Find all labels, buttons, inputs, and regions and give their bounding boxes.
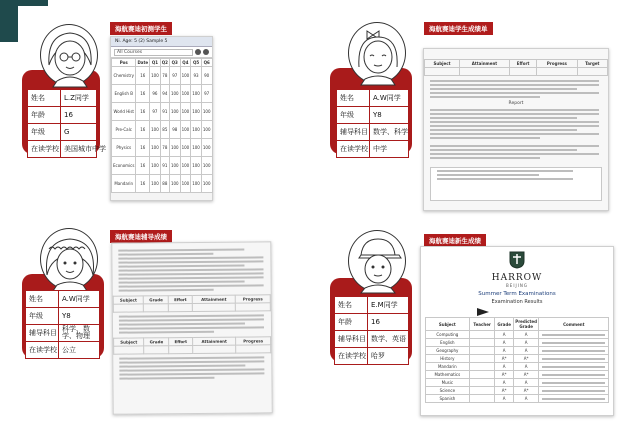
exam-title: Summer Term Examinations bbox=[478, 291, 556, 297]
subject: Geography bbox=[425, 347, 469, 355]
info-row-school bbox=[26, 342, 100, 359]
info-row-grade bbox=[337, 107, 409, 124]
cell: 100 bbox=[191, 103, 202, 121]
grades-header: Date bbox=[137, 60, 149, 65]
cell: 98 bbox=[169, 121, 180, 139]
cell: 97 bbox=[150, 103, 161, 121]
cell: 100 bbox=[191, 121, 202, 139]
grades-header: Q4 bbox=[180, 59, 191, 67]
cell: Physics bbox=[112, 139, 136, 157]
info-row-subjects bbox=[26, 325, 100, 342]
table-row bbox=[425, 363, 608, 371]
cell: 100 bbox=[150, 175, 161, 193]
cell: 91 bbox=[160, 103, 169, 121]
student-avatar bbox=[40, 228, 98, 290]
grade: A bbox=[495, 331, 513, 339]
grade: A* bbox=[495, 387, 513, 395]
info-row-grade bbox=[26, 308, 100, 325]
info-key: 姓名 bbox=[26, 291, 59, 308]
exam-results-scan bbox=[420, 246, 614, 416]
student-avatar bbox=[40, 24, 98, 86]
exam-results-table bbox=[425, 317, 609, 403]
predicted-grade: A bbox=[513, 379, 539, 387]
report-header: Effort bbox=[509, 60, 536, 68]
grade-report-screenshot bbox=[110, 36, 213, 201]
cell: 97 bbox=[169, 67, 180, 85]
info-key: 年级 bbox=[26, 308, 59, 325]
exam-header: Subject bbox=[425, 318, 469, 331]
exam-header: Grade bbox=[495, 318, 513, 331]
student-info-table bbox=[334, 296, 409, 365]
table-row bbox=[425, 347, 608, 355]
subject: Science bbox=[425, 387, 469, 395]
report-summary-table bbox=[424, 59, 608, 76]
school-report-scan bbox=[111, 241, 272, 414]
table-row bbox=[112, 85, 213, 103]
subject: Mandarin bbox=[425, 363, 469, 371]
exam-header-row bbox=[425, 318, 608, 331]
report-comment-text bbox=[424, 145, 608, 159]
subject: Computing bbox=[425, 331, 469, 339]
cell: 100 bbox=[180, 175, 191, 193]
info-row-name bbox=[337, 90, 409, 107]
info-value: 中学 bbox=[370, 141, 409, 158]
report-signature-box bbox=[430, 167, 602, 201]
info-key: 姓名 bbox=[28, 90, 61, 107]
cell: 93 bbox=[191, 67, 202, 85]
report-header: Effort bbox=[169, 337, 193, 345]
info-value: Y8 bbox=[370, 107, 409, 124]
cell: 100 bbox=[169, 85, 180, 103]
student-info-table bbox=[25, 290, 100, 359]
report-header: Subject bbox=[113, 296, 143, 304]
student-info-table bbox=[336, 89, 409, 158]
grades-header: Pos bbox=[112, 59, 136, 67]
info-row-name bbox=[28, 90, 97, 107]
info-row-age bbox=[28, 107, 97, 124]
cell: 100 bbox=[201, 139, 212, 157]
grade: A* bbox=[495, 371, 513, 379]
info-key: 辅导科目 bbox=[335, 331, 368, 348]
progress-marker bbox=[421, 305, 613, 317]
cell: 16 bbox=[136, 139, 150, 157]
cell: 90 bbox=[201, 67, 212, 85]
grades-header: Q6 bbox=[201, 59, 212, 67]
info-value: G bbox=[61, 124, 97, 141]
report-header: Subject bbox=[425, 60, 460, 68]
exam-header: Teacher bbox=[469, 318, 495, 331]
cell: 100 bbox=[180, 85, 191, 103]
table-row bbox=[425, 371, 608, 379]
info-value: 数学、英语 bbox=[368, 331, 409, 348]
cell: 94 bbox=[160, 85, 169, 103]
table-row bbox=[425, 395, 608, 403]
table-row bbox=[425, 355, 608, 363]
info-row-subjects bbox=[335, 331, 409, 348]
cell: 100 bbox=[150, 67, 161, 85]
corner-decoration bbox=[0, 0, 18, 42]
predicted-grade: A bbox=[513, 331, 539, 339]
cell: 100 bbox=[150, 157, 161, 175]
info-key: 在读学校 bbox=[26, 342, 59, 359]
cell: 100 bbox=[201, 175, 212, 193]
info-row-name bbox=[335, 297, 409, 314]
subject: English bbox=[425, 339, 469, 347]
report-header: Attainment bbox=[193, 337, 236, 345]
grade: A bbox=[495, 363, 513, 371]
report-header-row bbox=[425, 60, 608, 68]
predicted-grade: A* bbox=[513, 355, 539, 363]
student-avatar bbox=[348, 22, 406, 84]
cell: 97 bbox=[201, 85, 212, 103]
table-row bbox=[425, 68, 608, 76]
grades-header: Q3 bbox=[169, 59, 180, 67]
predicted-grade: A* bbox=[513, 371, 539, 379]
info-row-name bbox=[26, 291, 100, 308]
info-value: 16 bbox=[368, 314, 409, 331]
grades-header: Q2 bbox=[161, 60, 168, 65]
info-key: 在读学校 bbox=[335, 348, 368, 365]
predicted-grade: A bbox=[513, 339, 539, 347]
info-key: 姓名 bbox=[335, 297, 368, 314]
report-header: Attainment bbox=[460, 60, 510, 68]
table-row bbox=[112, 67, 213, 85]
cell: 78 bbox=[160, 139, 169, 157]
cell: World Hist bbox=[112, 103, 136, 121]
cell: 100 bbox=[191, 85, 202, 103]
table-row bbox=[112, 157, 213, 175]
cell: 100 bbox=[180, 139, 191, 157]
predicted-grade: A* bbox=[513, 387, 539, 395]
grades-header: Q5 bbox=[191, 59, 202, 67]
cell: 100 bbox=[169, 157, 180, 175]
cell: 100 bbox=[169, 175, 180, 193]
subject: Spanish bbox=[425, 395, 469, 403]
table-row bbox=[112, 175, 213, 193]
arrow-right-icon bbox=[477, 308, 489, 316]
cell: 100 bbox=[180, 103, 191, 121]
cell: 100 bbox=[191, 175, 202, 193]
report-header: Effort bbox=[169, 295, 193, 303]
table-row bbox=[425, 339, 608, 347]
info-value: A.W同学 bbox=[370, 90, 409, 107]
info-row-school bbox=[335, 348, 409, 365]
table-row bbox=[113, 303, 270, 312]
table-row bbox=[425, 387, 608, 395]
table-row bbox=[425, 331, 608, 339]
cell: Economics bbox=[112, 157, 136, 175]
prev-button[interactable] bbox=[195, 49, 201, 55]
course-filter-select[interactable]: All Courses bbox=[114, 49, 193, 56]
report-caption: 海航赛迪学生成绩单 bbox=[424, 22, 493, 35]
cell: 91 bbox=[160, 157, 169, 175]
student-info-table bbox=[27, 89, 106, 158]
cell: 16 bbox=[136, 85, 150, 103]
info-row-school bbox=[337, 141, 409, 158]
report-caption: 海航赛迪初测学生 bbox=[110, 22, 172, 35]
info-value: 公立 bbox=[59, 342, 100, 359]
cell: 16 bbox=[136, 67, 150, 85]
next-button[interactable] bbox=[203, 49, 209, 55]
grades-header-row bbox=[112, 59, 213, 67]
subject: History bbox=[425, 355, 469, 363]
table-row bbox=[114, 345, 271, 354]
report-header: Progress bbox=[236, 337, 271, 345]
avatar-girl-bow-icon bbox=[349, 23, 407, 85]
predicted-grade: A bbox=[513, 363, 539, 371]
info-key: 辅导科目 bbox=[26, 325, 59, 342]
report-grade-table bbox=[113, 294, 271, 312]
info-row-subjects bbox=[337, 124, 409, 141]
report-header: Grade bbox=[144, 338, 169, 346]
info-value: Y8 bbox=[59, 308, 100, 325]
avatar-boy-cap-icon bbox=[349, 231, 407, 293]
cell: 100 bbox=[201, 157, 212, 175]
report-section-label: Report bbox=[508, 101, 524, 106]
cell: 85 bbox=[160, 121, 169, 139]
corner-decoration-bar bbox=[0, 0, 48, 6]
cell: 100 bbox=[191, 139, 202, 157]
info-key: 年级 bbox=[28, 124, 61, 141]
report-comment-text bbox=[424, 109, 608, 139]
info-key: 在读学校 bbox=[337, 141, 370, 158]
school-report-scan bbox=[423, 48, 609, 211]
report-header: Progress bbox=[537, 60, 577, 68]
info-value: E.M同学 bbox=[368, 297, 409, 314]
cell: Chemistry bbox=[112, 67, 136, 85]
predicted-grade: A bbox=[513, 395, 539, 403]
info-key: 姓名 bbox=[337, 90, 370, 107]
info-key: 年级 bbox=[337, 107, 370, 124]
exam-subtitle: Examination Results bbox=[491, 299, 543, 305]
grade: A bbox=[495, 347, 513, 355]
info-value: A.W同学 bbox=[59, 291, 100, 308]
subject: Mathematics bbox=[425, 371, 469, 379]
report-search-bar bbox=[111, 47, 212, 58]
table-row bbox=[112, 121, 213, 139]
avatar-girl-glasses-icon bbox=[41, 25, 99, 87]
info-key: 在读学校 bbox=[28, 141, 61, 158]
exam-header: Predicted Grade bbox=[515, 319, 537, 329]
report-caption: 海航赛迪新生成绩 bbox=[424, 234, 486, 247]
cell: 96 bbox=[150, 85, 161, 103]
subject: Music bbox=[425, 379, 469, 387]
school-crest bbox=[421, 251, 613, 273]
info-row-age bbox=[335, 314, 409, 331]
info-value: 美国城市中学 bbox=[61, 141, 97, 158]
school-name: HARROW bbox=[491, 273, 543, 283]
info-value: 科学、数学、物理 bbox=[59, 325, 100, 342]
table-row bbox=[112, 103, 213, 121]
cell: English B bbox=[112, 85, 136, 103]
info-value: 数学、科学 bbox=[370, 124, 409, 141]
info-key: 辅导科目 bbox=[337, 124, 370, 141]
cell: 100 bbox=[201, 103, 212, 121]
exam-header: Comment bbox=[539, 318, 609, 331]
cell: 100 bbox=[180, 157, 191, 175]
report-header: Subject bbox=[114, 338, 144, 346]
report-grade-table bbox=[113, 336, 271, 354]
cell: 88 bbox=[160, 175, 169, 193]
info-row-school bbox=[28, 141, 97, 158]
report-comment-text bbox=[113, 314, 271, 333]
info-key: 年龄 bbox=[28, 107, 61, 124]
grade: A bbox=[495, 339, 513, 347]
student-avatar bbox=[348, 230, 406, 292]
grade: A bbox=[495, 395, 513, 403]
cell: 100 bbox=[180, 121, 191, 139]
cell: 16 bbox=[136, 157, 150, 175]
cell: 100 bbox=[150, 121, 161, 139]
info-key: 年龄 bbox=[335, 314, 368, 331]
cell: 16 bbox=[136, 121, 150, 139]
table-row bbox=[425, 379, 608, 387]
report-caption: 海航赛迪辅导成绩 bbox=[110, 230, 172, 243]
cell: Pre-Calc bbox=[112, 121, 136, 139]
report-header: Attainment bbox=[192, 295, 235, 303]
avatar-girl-curly-icon bbox=[41, 229, 99, 291]
info-value: 16 bbox=[61, 107, 97, 124]
grades-header: Q1 bbox=[150, 59, 161, 67]
grade: A bbox=[495, 379, 513, 387]
cell: Mandarin bbox=[112, 175, 136, 193]
school-location: BEIJING bbox=[506, 283, 528, 288]
report-comment-text bbox=[113, 356, 271, 379]
table-row bbox=[112, 139, 213, 157]
report-header: Progress bbox=[235, 295, 270, 303]
info-value: L.Z同学 bbox=[61, 90, 97, 107]
cell: 78 bbox=[160, 67, 169, 85]
grade: A* bbox=[495, 355, 513, 363]
cell: 100 bbox=[150, 139, 161, 157]
report-toolbar: Ni. Age: 5 (2) Sample 5 bbox=[111, 37, 212, 47]
predicted-grade: A bbox=[513, 347, 539, 355]
cell: 100 bbox=[191, 157, 202, 175]
school-crest-icon bbox=[509, 251, 525, 269]
info-value: 哈罗 bbox=[368, 348, 409, 365]
cell: 16 bbox=[136, 175, 150, 193]
report-comment-text bbox=[424, 80, 608, 98]
report-comment-text bbox=[112, 248, 270, 291]
report-header: Grade bbox=[143, 296, 168, 304]
info-row-grade bbox=[28, 124, 97, 141]
cell: 100 bbox=[180, 67, 191, 85]
cell: 16 bbox=[136, 103, 150, 121]
cell: 100 bbox=[169, 103, 180, 121]
report-header: Target bbox=[577, 60, 607, 68]
cell: 100 bbox=[201, 121, 212, 139]
grades-table bbox=[111, 58, 213, 193]
cell: 100 bbox=[169, 139, 180, 157]
